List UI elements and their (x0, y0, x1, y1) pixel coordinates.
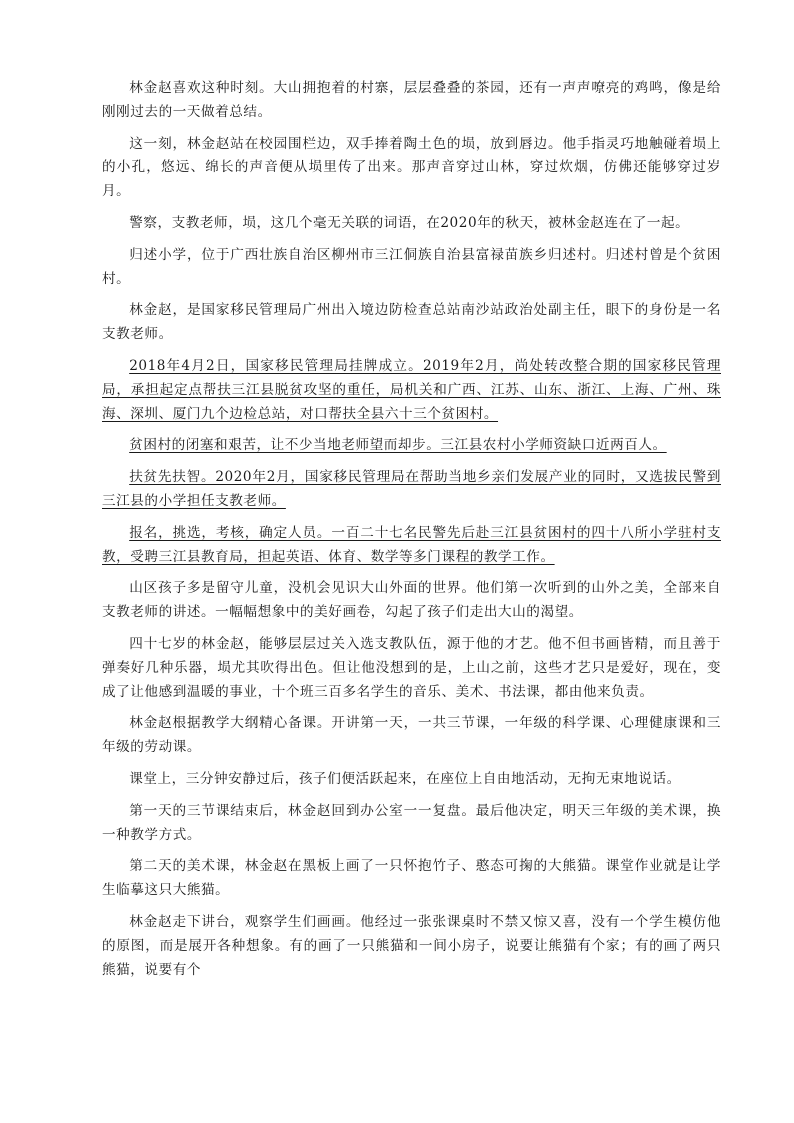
paragraph: 四十七岁的林金赵，能够层层过关入选支教队伍，源于他的才艺。他不但书画皆精，而且善于弹奏好几种乐器，埙尤其吹得出色。但让他没想到的是，上山之前，这些才艺只是爱好，现在，变成了让他感到温暖的事业，十个班三百多名学生的音乐、美术、书法课，都由他来负责。 (102, 635, 721, 700)
paragraph: 林金赵，是国家移民管理局广州出入境边防检查总站南沙站政治处副主任，眼下的身份是一名支教老师。 (102, 302, 721, 343)
paragraph: 林金赵根据教学大纲精心备课。开讲第一天，一共三节课，一年级的科学课、心理健康课和三年级的劳动课。 (102, 715, 721, 756)
underlined-paragraph: 2018年4月2日，国家移民管理局挂牌成立。2019年2月，尚处转改整合期的国家移民管理局，承担起定点帮扶三江县脱贫攻坚的重任，局机关和广西、江苏、山东、浙江、上海、广州、珠海、深圳、厦门九个边检总站，对口帮扶全县六十三个贫困村。 (102, 357, 721, 422)
paragraph: 警察，支教老师，埙，这几个毫无关联的词语，在2020年的秋天，被林金赵连在了一起。 (129, 214, 690, 231)
paragraph: 林金赵走下讲台，观察学生们画画。他经过一张张课桌时不禁又惊又喜，没有一个学生模仿他的原图，而是展开各种想象。有的画了一只熊猫和一间小房子，说要让熊猫有个家；有的画了两只熊猫，说要有个 (102, 913, 721, 978)
paragraph: 归述小学，位于广西壮族自治区柳州市三江侗族自治县富禄苗族乡归述村。归述村曾是个贫困村。 (102, 246, 721, 287)
paragraph: 课堂上，三分钟安静过后，孩子们便活跃起来，在座位上自由地活动，无拘无束地说话。 (129, 770, 681, 787)
paragraph: 第二天的美术课，林金赵在黑板上画了一只怀抱竹子、憨态可掬的大熊猫。课堂作业就是让学生临摹这只大熊猫。 (102, 858, 721, 899)
underlined-paragraph: 报名，挑选，考核，确定人员。一百二十七名民警先后赴三江县贫困村的四十八所小学驻村支教，受聘三江县教育局，担起英语、体育、数学等多门课程的教学工作。 (102, 524, 721, 565)
underlined-paragraph: 扶贫先扶智。2020年2月，国家移民管理局在帮助当地乡亲们发展产业的同时，又选拔民警到三江县的小学担任支教老师。 (102, 469, 721, 509)
paragraph: 林金赵喜欢这种时刻。大山拥抱着的村寨，层层叠叠的茶园，还有一声声嘹亮的鸡鸣，像是给刚刚过去的一天做着总结。 (102, 80, 721, 120)
paragraph: 第一天的三节课结束后，林金赵回到办公室一一复盘。最后他决定，明天三年级的美术课，换一种教学方式。 (102, 802, 721, 843)
paragraph: 这一刻，林金赵站在校园围栏边，双手捧着陶土色的埙，放到唇边。他手指灵巧地触碰着埙上的小孔，悠远、绵长的声音便从埙里传了出来。那声音穿过山林，穿过炊烟，仿佛还能够穿过岁月。 (102, 135, 721, 200)
paragraph: 山区孩子多是留守儿童，没机会见识大山外面的世界。他们第一次听到的山外之美，全部来自支教老师的讲述。一幅幅想象中的美好画卷，勾起了孩子们走出大山的渴望。 (102, 580, 721, 621)
underlined-paragraph: 贫困村的闭塞和艰苦，让不少当地老师望而却步。三江县农村小学师资缺口近两百人。 (129, 437, 667, 454)
document-page (102, 77, 721, 990)
